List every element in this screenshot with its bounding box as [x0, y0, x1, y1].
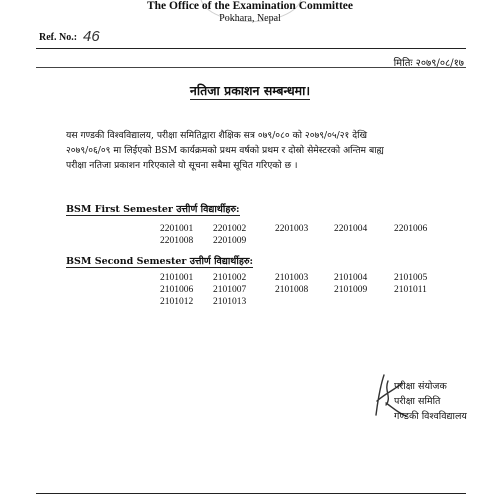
body-line: २०७९/०६/०९ मा लिईएको BSM कार्यक्रमको प्रथम वर्षको प्रथम र दोस्रो सेमेस्टरको अन्तिम बाह्य	[66, 145, 384, 156]
roll-number: 2101007	[213, 285, 247, 295]
roll-number: 2101003	[275, 273, 309, 283]
roll-number: 2101008	[275, 285, 309, 295]
date-divider	[36, 67, 466, 68]
roll-number: 2101009	[334, 285, 368, 295]
roll-number: 2201003	[275, 224, 309, 234]
office-location: Pokhara, Nepal	[219, 13, 281, 24]
notice-body	[66, 128, 466, 173]
roll-number: 2101004	[334, 273, 368, 283]
roll-number: 2101002	[213, 273, 247, 283]
subject-text: नतिजा प्रकाशन सम्बन्धमा।	[189, 83, 311, 98]
signatory-line: परीक्षा संयोजक	[394, 381, 447, 392]
roll-number: 2101005	[394, 273, 428, 283]
roll-number: 2101013	[213, 297, 247, 307]
roll-number: 2201002	[213, 224, 247, 234]
reference-label: Ref. No.:	[39, 32, 78, 43]
roll-number: 2201008	[160, 236, 194, 246]
roll-number: 2101012	[160, 297, 194, 307]
signatory-line: परीक्षा समिति	[394, 396, 441, 407]
document-date: मितिः २०७९/०८/१७	[393, 58, 464, 69]
roll-number: 2201006	[394, 224, 428, 234]
signatory-block	[394, 379, 467, 424]
second-semester-heading: BSM Second Semester उत्तीर्ण विद्यार्थीहरु:	[66, 256, 254, 267]
reference-number: 46	[83, 28, 100, 45]
roll-number: 2201004	[334, 224, 368, 234]
first-semester-rolls	[160, 224, 454, 247]
signatory-line: गण्डकी विश्वविद्यालय	[394, 411, 467, 422]
roll-number: 2201009	[213, 236, 247, 246]
subject-line	[0, 82, 500, 99]
roll-number: 2201001	[160, 224, 194, 234]
header-divider	[36, 48, 466, 49]
second-semester-rolls	[160, 273, 454, 308]
body-line: परीक्षा नतिजा प्रकाशन गरिएकाले यो सूचना सबैमा सूचित गरिएको छ ।	[66, 160, 298, 171]
roll-number: 2101006	[160, 285, 194, 295]
roll-number: 2101011	[394, 285, 427, 295]
office-title: The Office of the Examination Committee	[146, 0, 353, 12]
roll-number: 2101001	[160, 273, 194, 283]
footer-divider	[36, 493, 466, 494]
body-line: यस गण्डकी विश्वविद्यालय, परीक्षा समितिद्वारा शैक्षिक सत्र ०७९/०८० को २०७९/०५/२१ देखि	[66, 130, 368, 141]
first-semester-heading: BSM First Semester उत्तीर्ण विद्यार्थीहरु:	[66, 204, 240, 215]
